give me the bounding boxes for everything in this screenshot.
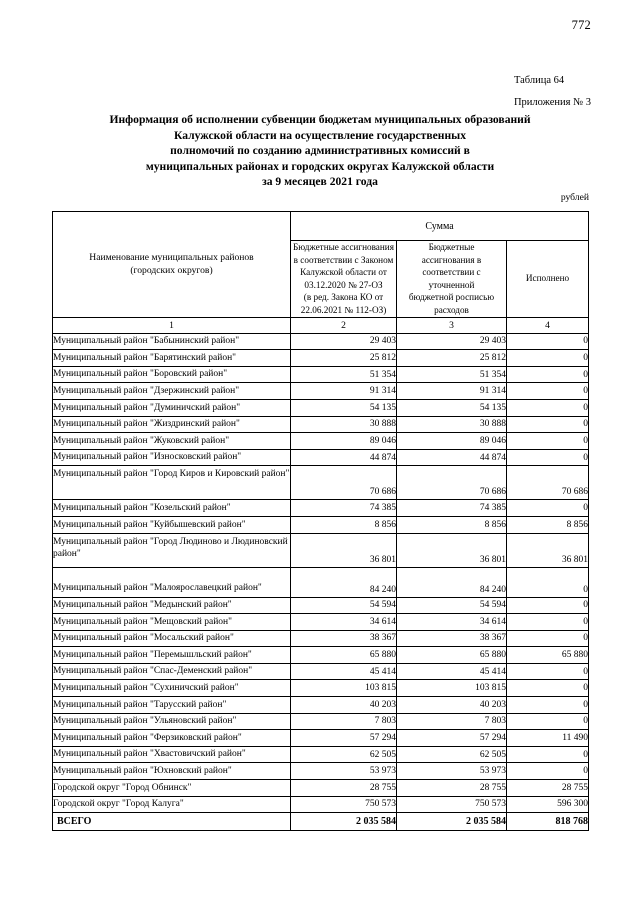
cell-municipality-name: Муниципальный район "Боровский район" <box>53 366 291 383</box>
cell-refined-amount: 34 614 <box>397 614 507 631</box>
cell-executed-amount: 0 <box>507 630 589 647</box>
cell-municipality-name: Муниципальный район "Малоярославецкий район" <box>53 567 291 597</box>
cell-refined-amount: 54 594 <box>397 597 507 614</box>
header-cell-name <box>53 212 291 318</box>
header-cell-sum: Сумма <box>291 212 589 241</box>
cell-executed-amount: 0 <box>507 597 589 614</box>
header-col3-line-3: соответствии с <box>422 267 481 278</box>
table-row <box>53 500 589 517</box>
cell-municipality-name: Муниципальный район "Куйбышевский район" <box>53 516 291 533</box>
table-row <box>53 466 589 500</box>
cell-assigned-amount: 7 803 <box>291 713 397 730</box>
title-line-1: Информация об исполнении субвенции бюджетам муниципальных образований <box>109 113 531 126</box>
table-row <box>53 647 589 664</box>
cell-municipality-name: Муниципальный район "Мосальский район" <box>53 630 291 647</box>
table-row <box>53 333 589 350</box>
cell-assigned-amount: 28 755 <box>291 780 397 797</box>
cell-assigned-amount: 84 240 <box>291 567 397 597</box>
cell-refined-amount: 7 803 <box>397 713 507 730</box>
header-cell-refined <box>397 241 507 318</box>
table-head <box>53 212 589 334</box>
cell-refined-amount: 36 801 <box>397 533 507 567</box>
cell-refined-amount: 62 505 <box>397 746 507 763</box>
cell-refined-amount: 25 812 <box>397 350 507 367</box>
cell-refined-amount: 89 046 <box>397 433 507 450</box>
cell-refined-amount: 84 240 <box>397 567 507 597</box>
table-row <box>53 350 589 367</box>
cell-executed-amount: 70 686 <box>507 466 589 500</box>
cell-assigned-amount: 74 385 <box>291 500 397 517</box>
cell-executed-amount: 0 <box>507 449 589 466</box>
cell-refined-amount: 44 874 <box>397 449 507 466</box>
header-col2-line-3: Калужской области от <box>300 267 387 278</box>
cell-municipality-name: Муниципальный район "Дзержинский район" <box>53 383 291 400</box>
document-title <box>52 112 588 190</box>
table-row <box>53 796 589 813</box>
cell-municipality-name: Муниципальный район "Мещовский район" <box>53 614 291 631</box>
cell-executed-amount: 36 801 <box>507 533 589 567</box>
cell-executed-amount: 0 <box>507 333 589 350</box>
cell-refined-amount: 28 755 <box>397 780 507 797</box>
table-row <box>53 746 589 763</box>
header-col3-line-2: ассигнования в <box>421 254 482 265</box>
table-body <box>53 333 589 831</box>
cell-municipality-name: Муниципальный район "Жуковский район" <box>53 433 291 450</box>
cell-executed-amount: 0 <box>507 433 589 450</box>
table-row <box>53 614 589 631</box>
cell-executed-amount: 0 <box>507 763 589 780</box>
cell-municipality-name: Муниципальный район "Хвастовичский район" <box>53 746 291 763</box>
cell-municipality-name: Муниципальный район "Медынский район" <box>53 597 291 614</box>
units-label: рублей <box>560 192 589 203</box>
appendix-label: Приложения № 3 <box>513 96 591 108</box>
table-row <box>53 763 589 780</box>
cell-assigned-amount: 53 973 <box>291 763 397 780</box>
table-label: Таблица 64 <box>513 75 565 86</box>
table-row <box>53 663 589 680</box>
cell-municipality-name: Городской округ "Город Обнинск" <box>53 780 291 797</box>
cell-municipality-name: Муниципальный район "Жиздринский район" <box>53 416 291 433</box>
table-row <box>53 399 589 416</box>
cell-refined-amount: 38 367 <box>397 630 507 647</box>
table-row <box>53 780 589 797</box>
cell-refined-amount: 53 973 <box>397 763 507 780</box>
cell-municipality-name: Городской округ "Город Калуга" <box>53 796 291 813</box>
cell-executed-amount: 0 <box>507 567 589 597</box>
header-col2-line-4: 03.12.2020 № 27-ОЗ <box>304 279 383 290</box>
table-row <box>53 366 589 383</box>
cell-refined-amount: 74 385 <box>397 500 507 517</box>
table-column-number-row <box>53 317 589 333</box>
cell-executed-amount: 0 <box>507 746 589 763</box>
header-col2-line-6: 22.06.2021 № 112-ОЗ) <box>300 304 387 315</box>
table-row <box>53 516 589 533</box>
cell-executed-amount: 0 <box>507 697 589 714</box>
cell-assigned-amount: 44 874 <box>291 449 397 466</box>
table-row <box>53 567 589 597</box>
budget-table <box>52 211 589 831</box>
title-line-5: за 9 месяцев 2021 года <box>262 175 378 189</box>
total-refined-amount: 2 035 584 <box>397 813 507 831</box>
header-cell-executed: Исполнено <box>507 241 589 318</box>
cell-executed-amount: 0 <box>507 614 589 631</box>
total-assigned-amount: 2 035 584 <box>291 813 397 831</box>
header-name-line-1: Наименование муниципальных районов <box>89 252 254 264</box>
cell-executed-amount: 596 300 <box>507 796 589 813</box>
table-row <box>53 383 589 400</box>
table-row <box>53 433 589 450</box>
header-col3-line-4: уточненной <box>428 279 475 290</box>
cell-municipality-name: Муниципальный район "Сухиничский район" <box>53 680 291 697</box>
cell-assigned-amount: 70 686 <box>291 466 397 500</box>
title-line-2: Калужской области на осуществление государственных <box>173 128 466 142</box>
cell-executed-amount: 0 <box>507 500 589 517</box>
cell-assigned-amount: 54 594 <box>291 597 397 614</box>
cell-municipality-name: Муниципальный район "Ульяновский район" <box>53 713 291 730</box>
table-header-group-row <box>53 212 589 241</box>
cell-refined-amount: 30 888 <box>397 416 507 433</box>
cell-executed-amount: 0 <box>507 713 589 730</box>
header-col3-line-1: Бюджетные <box>428 242 475 252</box>
cell-assigned-amount: 57 294 <box>291 730 397 747</box>
cell-refined-amount: 40 203 <box>397 697 507 714</box>
cell-municipality-name: Муниципальный район "Спас-Деменский район" <box>53 663 291 680</box>
cell-executed-amount: 0 <box>507 416 589 433</box>
title-line-4: муниципальных районах и городских округах Калужской области <box>145 159 495 173</box>
table-row <box>53 697 589 714</box>
header-cell-assigned <box>291 241 397 318</box>
cell-assigned-amount: 54 135 <box>291 399 397 416</box>
cell-assigned-amount: 38 367 <box>291 630 397 647</box>
cell-municipality-name: Муниципальный район "Думиничский район" <box>53 399 291 416</box>
cell-assigned-amount: 25 812 <box>291 350 397 367</box>
cell-refined-amount: 57 294 <box>397 730 507 747</box>
cell-municipality-name: Муниципальный район "Город Людиново и Людиновский район" <box>53 533 291 567</box>
total-executed-amount: 818 768 <box>507 813 589 831</box>
cell-refined-amount: 54 135 <box>397 399 507 416</box>
cell-assigned-amount: 103 815 <box>291 680 397 697</box>
table-row <box>53 597 589 614</box>
cell-refined-amount: 91 314 <box>397 383 507 400</box>
cell-municipality-name: Муниципальный район "Юхновский район" <box>53 763 291 780</box>
title-line-3: полномочий по созданию административных комиссий в <box>170 144 470 158</box>
cell-municipality-name: Муниципальный район "Козельский район" <box>53 500 291 517</box>
cell-assigned-amount: 40 203 <box>291 697 397 714</box>
cell-assigned-amount: 8 856 <box>291 516 397 533</box>
budget-table-wrapper <box>52 211 588 831</box>
column-number-1: 1 <box>53 317 291 333</box>
cell-assigned-amount: 750 573 <box>291 796 397 813</box>
page-number: 772 <box>571 18 591 32</box>
header-col3-line-5: бюджетной росписью <box>408 292 495 303</box>
column-number-3: 3 <box>397 317 507 333</box>
cell-assigned-amount: 29 403 <box>291 333 397 350</box>
cell-municipality-name: Муниципальный район "Бабынинский район" <box>53 333 291 350</box>
cell-executed-amount: 0 <box>507 350 589 367</box>
cell-executed-amount: 65 880 <box>507 647 589 664</box>
cell-executed-amount: 0 <box>507 399 589 416</box>
cell-executed-amount: 11 490 <box>507 730 589 747</box>
header-col2-line-2: в соответствии с Законом <box>293 254 394 265</box>
cell-municipality-name: Муниципальный район "Тарусский район" <box>53 697 291 714</box>
cell-assigned-amount: 62 505 <box>291 746 397 763</box>
cell-municipality-name: Муниципальный район "Город Киров и Кировский район" <box>53 466 291 500</box>
header-col3-line-6: расходов <box>434 304 469 315</box>
cell-assigned-amount: 30 888 <box>291 416 397 433</box>
cell-assigned-amount: 36 801 <box>291 533 397 567</box>
column-number-2: 2 <box>291 317 397 333</box>
header-col2-line-1: Бюджетные ассигнования <box>293 242 394 252</box>
table-row <box>53 630 589 647</box>
total-label: ВСЕГО <box>53 813 291 831</box>
table-row <box>53 449 589 466</box>
cell-executed-amount: 0 <box>507 383 589 400</box>
cell-municipality-name: Муниципальный район "Барятинский район" <box>53 350 291 367</box>
cell-assigned-amount: 89 046 <box>291 433 397 450</box>
table-row <box>53 416 589 433</box>
cell-executed-amount: 0 <box>507 366 589 383</box>
cell-assigned-amount: 45 414 <box>291 663 397 680</box>
table-total-row <box>53 813 589 831</box>
cell-refined-amount: 8 856 <box>397 516 507 533</box>
cell-executed-amount: 8 856 <box>507 516 589 533</box>
cell-refined-amount: 103 815 <box>397 680 507 697</box>
table-row <box>53 713 589 730</box>
cell-refined-amount: 750 573 <box>397 796 507 813</box>
cell-municipality-name: Муниципальный район "Износковский район" <box>53 449 291 466</box>
cell-executed-amount: 28 755 <box>507 780 589 797</box>
column-number-4: 4 <box>507 317 589 333</box>
cell-refined-amount: 70 686 <box>397 466 507 500</box>
cell-assigned-amount: 91 314 <box>291 383 397 400</box>
header-name-line-2: (городских округов) <box>130 265 213 277</box>
table-row <box>53 730 589 747</box>
cell-municipality-name: Муниципальный район "Ферзиковский район" <box>53 730 291 747</box>
cell-assigned-amount: 65 880 <box>291 647 397 664</box>
cell-municipality-name: Муниципальный район "Перемышльский район" <box>53 647 291 664</box>
table-row <box>53 680 589 697</box>
header-col2-line-5: (в ред. Закона КО от <box>303 292 384 303</box>
cell-refined-amount: 29 403 <box>397 333 507 350</box>
cell-refined-amount: 45 414 <box>397 663 507 680</box>
cell-executed-amount: 0 <box>507 663 589 680</box>
cell-executed-amount: 0 <box>507 680 589 697</box>
table-row <box>53 533 589 567</box>
cell-assigned-amount: 34 614 <box>291 614 397 631</box>
cell-refined-amount: 51 354 <box>397 366 507 383</box>
cell-assigned-amount: 51 354 <box>291 366 397 383</box>
cell-refined-amount: 65 880 <box>397 647 507 664</box>
